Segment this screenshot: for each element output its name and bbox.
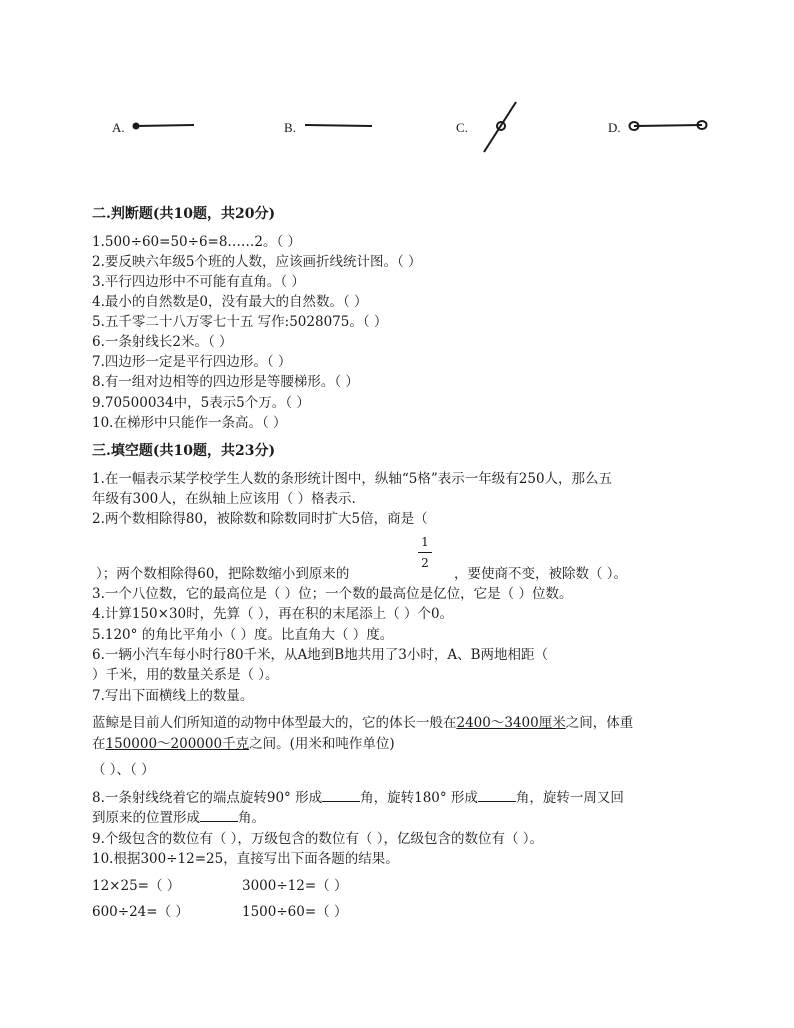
fill-q1-line2: 年级有300人，在纵轴上应该用（ ）格表示. (92, 491, 356, 507)
tf-item: 8.有一组对边相等的四边形是等腰梯形。（ ） (92, 374, 359, 390)
q7-text1-b: 之间，体重 (565, 715, 634, 731)
fill-q9: 9.个级包含的数位有（ ），万级包含的数位有（ ），亿级包含的数位有（ ）。 (92, 831, 544, 847)
fraction-numerator: 1 (421, 535, 429, 549)
fill-q7: 7.写出下面横线上的数量。 (92, 688, 254, 704)
fraction-denominator: 2 (421, 556, 429, 570)
fill-q1-line1: 1.在一幅表示某学校学生人数的条形统计图中，纵轴“5格”表示一年级有250人，那么五 (92, 471, 613, 487)
q7-text2-a: 在 (92, 736, 106, 752)
calc-item: 12×25=（ ） (92, 878, 181, 894)
section3-title: 三.填空题(共10题，共23分) (92, 443, 276, 459)
fill-q6-line2: ）千米，用的数量关系是（ ）。 (92, 667, 279, 683)
q8-part-b: 角，旋转180° 形成 (360, 790, 478, 806)
q8-part-c: 角，旋转一周又回 (515, 790, 624, 806)
option-d-figure (624, 114, 710, 136)
q8-blank-2[interactable] (478, 789, 516, 802)
fill-q7-text-line1 (92, 713, 633, 733)
q7-weight-value: 150000～200000千克 (105, 736, 250, 752)
q7-length-value: 2400～3400厘米 (456, 715, 566, 731)
tf-item: 1.500÷60=50÷6=8……2。（ ） (92, 234, 302, 250)
fill-q8-line2 (92, 808, 265, 828)
option-c-figure (476, 98, 522, 156)
fill-q10: 10.根据300÷12=25，直接写出下面各题的结果。 (92, 851, 399, 867)
q7-text2-b: 之间。(用米和吨作单位) (249, 736, 395, 752)
fill-q4: 4.计算150×30时，先算（ ），再在积的末尾添上（ ）个0。 (92, 606, 454, 622)
tf-item: 2.要反映六年级5个班的人数，应该画折线统计图。（ ） (92, 254, 422, 270)
q8-blank-3[interactable] (200, 809, 238, 822)
fraction-bar (418, 552, 432, 553)
q8-part-d: 到原来的位置形成 (92, 810, 200, 826)
fill-q2-line2b: ，要使商不变，被除数（ ）。 (454, 566, 628, 582)
option-a-figure (128, 116, 198, 136)
fill-q5: 5.120° 的角比平角小（ ）度。比直角大（ ）度。 (92, 627, 394, 643)
option-c-label[interactable]: C. (456, 120, 468, 135)
fill-q2-line2a: ）；两个数相除得60，把除数缩小到原来的 (96, 566, 350, 582)
fill-q7-text-line2 (92, 734, 395, 754)
option-b-figure (300, 116, 376, 136)
option-d-label[interactable]: D. (608, 120, 621, 135)
tf-item: 6.一条射线长2米。（ ） (92, 334, 233, 350)
tf-item: 7.四边形一定是平行四边形。（ ） (92, 354, 292, 370)
tf-item: 9.70500034中，5表示5个万。（ ） (92, 395, 310, 411)
fraction-one-half (418, 535, 432, 570)
q7-text1-a: 蓝鲸是目前人们所知道的动物中体型最大的，它的体长一般在 (92, 715, 457, 731)
calc-item: 3000÷12=（ ） (242, 878, 348, 894)
tf-item: 4.最小的自然数是0，没有最大的自然数。（ ） (92, 294, 368, 310)
fill-q7-answer: （ ）、（ ） (92, 762, 155, 778)
tf-item: 5.五千零二十八万零七十五 写作:5028075。（ ） (92, 314, 388, 330)
q8-part-a: 8.一条射线绕着它的端点旋转90° 形成 (92, 790, 323, 806)
calc-item: 1500÷60=（ ） (242, 904, 348, 920)
fill-q2-line1: 2.两个数相除得80，被除数和除数同时扩大5倍，商是（ (92, 511, 428, 527)
fill-q3: 3.一个八位数，它的最高位是（ ）位；一个数的最高位是亿位，它是（ ）位数。 (92, 586, 573, 602)
fill-q6-line1: 6.一辆小汽车每小时行80千米，从A地到B地共用了3小时，A、B两地相距（ (92, 647, 548, 663)
tf-item: 3.平行四边形中不可能有直角。（ ） (92, 274, 305, 290)
section2-title: 二.判断题(共10题，共20分) (92, 206, 276, 222)
fill-q8-line1 (92, 788, 624, 808)
option-a-label[interactable]: A. (112, 120, 125, 135)
option-b-label[interactable]: B. (284, 120, 296, 135)
tf-item: 10.在梯形中只能作一条高。（ ） (92, 415, 287, 431)
q8-part-e: 角。 (238, 810, 265, 826)
calc-item: 600÷24=（ ） (92, 904, 189, 920)
q8-blank-1[interactable] (322, 789, 360, 802)
